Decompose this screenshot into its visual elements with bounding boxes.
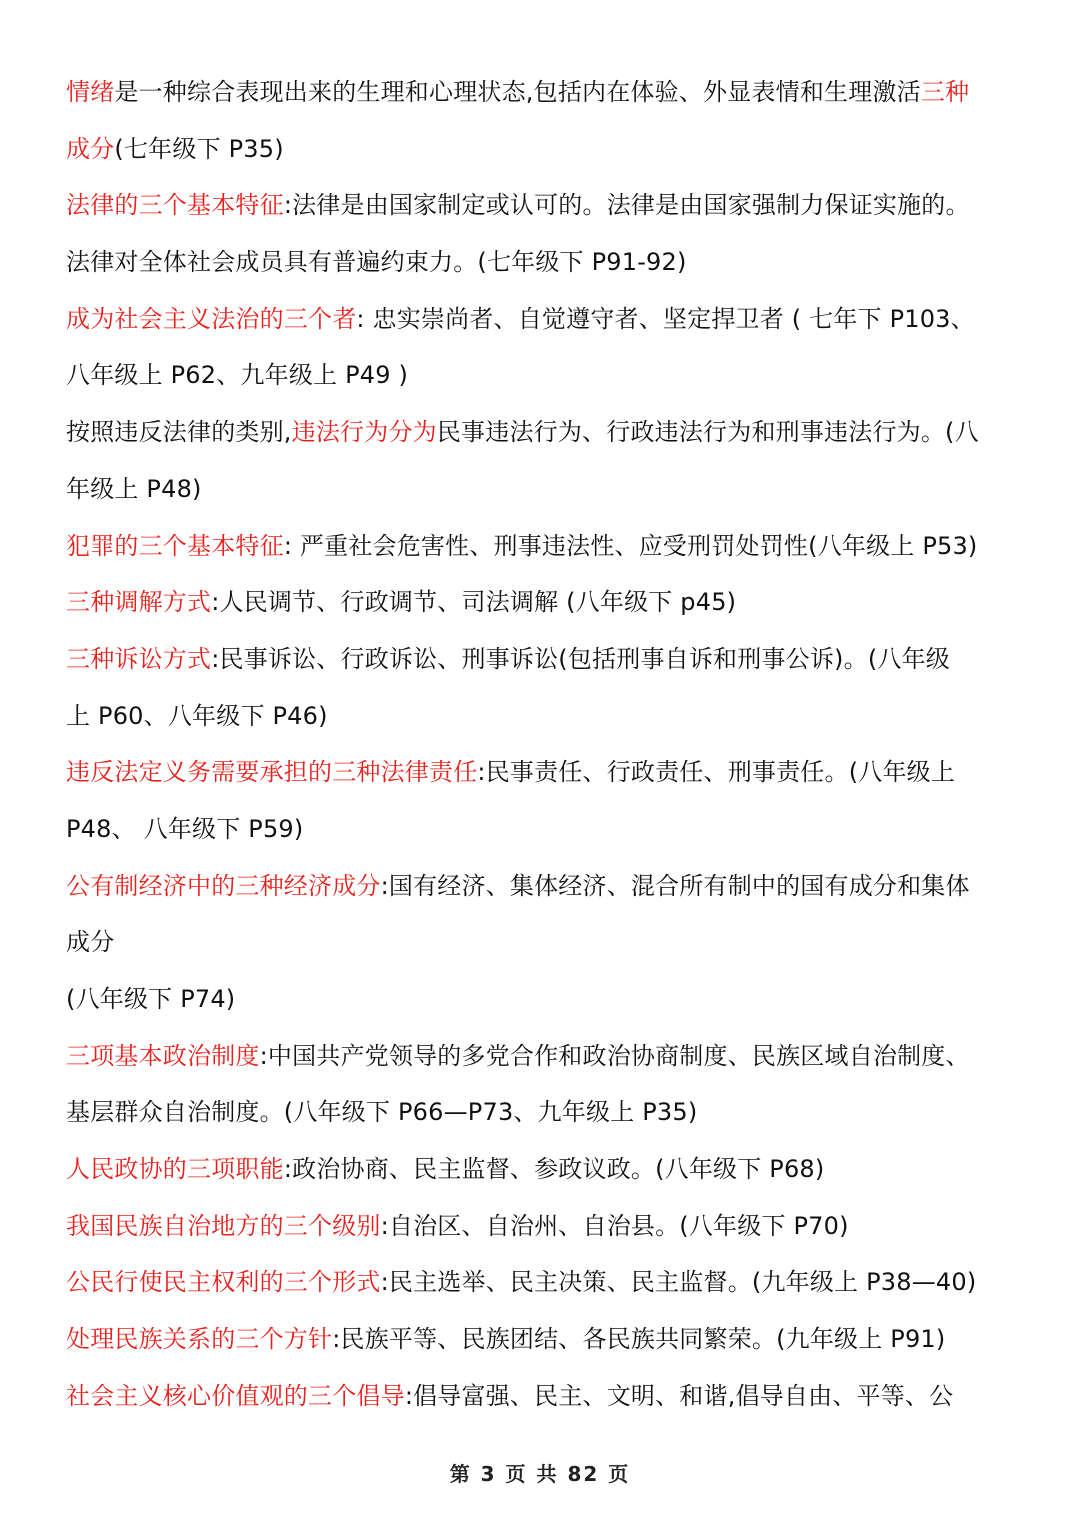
text-line: [66, 1368, 1026, 1425]
document-body: [66, 64, 1026, 1425]
highlight-term: 公民行使民主权利的三个形式: [66, 1268, 381, 1297]
text-line: [66, 234, 1026, 291]
body-text: 上 P60、八年级下 P46): [66, 701, 328, 730]
text-line: [66, 1084, 1026, 1141]
highlight-term: 社会主义核心价值观的三个倡导: [66, 1381, 405, 1410]
text-line: [66, 1141, 1026, 1198]
highlight-term: 法律的三个基本特征: [66, 191, 284, 220]
highlight-term: 成为社会主义法治的三个者: [66, 304, 357, 333]
highlight-term: 违法行为分为: [291, 418, 437, 447]
body-text: 成分: [66, 928, 115, 957]
text-line: [66, 631, 1026, 688]
body-text: 民事违法行为、行政违法行为和刑事违法行为。(八: [436, 418, 979, 447]
highlight-term: 三种: [920, 78, 970, 106]
body-text: :民事责任、行政责任、刑事责任。(八年级上: [477, 758, 956, 787]
highlight-term: 人民政协的三项职能: [66, 1155, 284, 1184]
body-text: 法律对全体社会成员具有普遍约束力。(七年级下 P91-92): [66, 248, 687, 277]
body-text: 按照违反法律的类别,: [66, 418, 292, 447]
body-text: :民事诉讼、行政诉讼、刑事诉讼(包括刑事自诉和刑事公诉)。(八年级: [211, 644, 950, 673]
text-line: [66, 1198, 1026, 1255]
highlight-term: 三种调解方式: [66, 588, 212, 617]
body-text: (八年级下 P74): [66, 985, 236, 1013]
body-text: 年级上 P48): [66, 474, 202, 503]
highlight-term: 处理民族关系的三个方针: [66, 1325, 333, 1354]
text-line: [66, 64, 1026, 121]
body-text: :民族平等、民族团结、各民族共同繁荣。(九年级上 P91): [332, 1325, 946, 1354]
body-text: :国有经济、集体经济、混合所有制中的国有成分和集体: [380, 871, 970, 900]
highlight-term: 成分: [66, 134, 115, 163]
text-line: [66, 744, 1026, 801]
body-text: : 忠实崇尚者、自觉遵守者、坚定捍卫者 ( 七年下 P103、: [356, 304, 975, 333]
body-text: 是一种综合表现出来的生理和心理状态,包括内在体验、外显表情和生理激活: [114, 78, 921, 106]
body-text: 八年级上 P62、九年级上 P49 ): [66, 361, 409, 390]
text-line: [66, 801, 1026, 858]
highlight-term: 情绪: [66, 78, 115, 106]
text-line: [66, 291, 1026, 348]
highlight-term: 三种诉讼方式: [66, 644, 212, 673]
body-text: :倡导富强、民主、文明、和谐,倡导自由、平等、公: [404, 1381, 954, 1410]
highlight-term: 我国民族自治地方的三个级别: [66, 1211, 381, 1240]
text-line: [66, 518, 1026, 575]
text-line: [66, 347, 1026, 404]
text-line: [66, 1254, 1026, 1311]
text-line: [66, 1311, 1026, 1368]
body-text: 基层群众自治制度。(八年级下 P66—P73、九年级上 P35): [66, 1098, 698, 1127]
text-line: [66, 858, 1026, 915]
text-line: [66, 574, 1026, 631]
body-text: (七年级下 P35): [114, 134, 284, 163]
highlight-term: 公有制经济中的三种经济成分: [66, 871, 381, 900]
text-line: [66, 914, 1026, 971]
text-line: [66, 461, 1026, 518]
text-line: [66, 971, 1026, 1028]
text-line: [66, 121, 1026, 178]
body-text: :民主选举、民主决策、民主监督。(九年级上 P38—40): [380, 1268, 977, 1297]
highlight-term: 犯罪的三个基本特征: [66, 531, 284, 560]
text-line: [66, 177, 1026, 234]
highlight-term: 违反法定义务需要承担的三种法律责任: [66, 758, 478, 787]
highlight-term: 三项基本政治制度: [66, 1041, 260, 1070]
text-line: [66, 1028, 1026, 1085]
body-text: :人民调节、行政调节、司法调解 (八年级下 p45): [211, 588, 737, 617]
body-text: : 严重社会危害性、刑事违法性、应受刑罚处罚性(八年级上 P53): [283, 531, 978, 560]
body-text: :法律是由国家制定或认可的。法律是由国家强制力保证实施的。: [283, 191, 970, 220]
body-text: P48、 八年级下 P59): [66, 814, 304, 843]
body-text: :中国共产党领导的多党合作和政治协商制度、民族区域自治制度、: [259, 1041, 970, 1070]
body-text: :自治区、自治州、自治县。(八年级下 P70): [380, 1211, 849, 1240]
text-line: [66, 404, 1026, 461]
text-line: [66, 688, 1026, 745]
page-number: 第 3 页 共 82 页: [449, 1462, 631, 1486]
body-text: :政治协商、民主监督、参政议政。(八年级下 P68): [283, 1155, 825, 1184]
